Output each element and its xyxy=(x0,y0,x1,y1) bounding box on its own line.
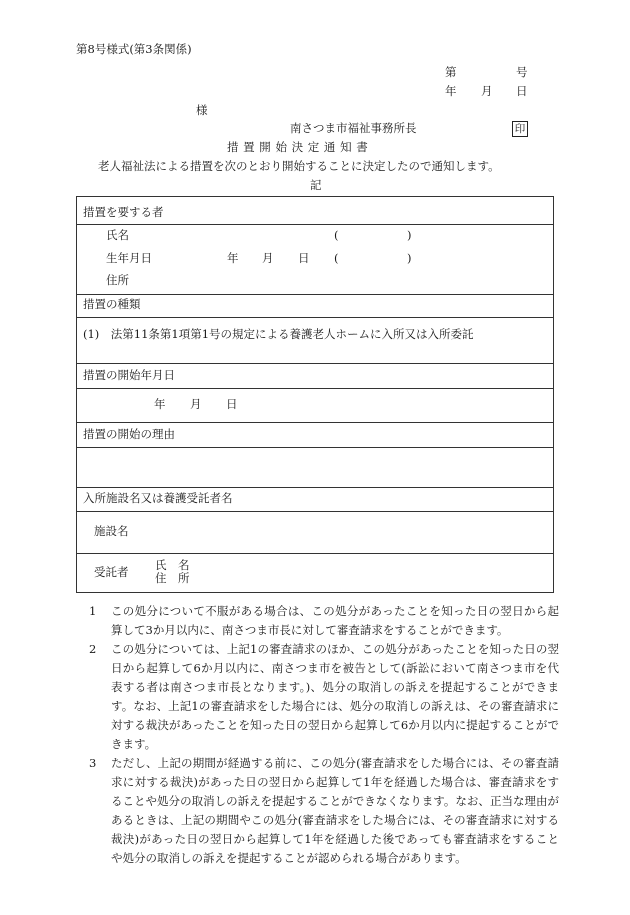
note-item xyxy=(89,640,559,754)
doc-no-suffix: 号 xyxy=(516,65,528,79)
address-label: 住所 xyxy=(106,273,129,287)
ki-marker: 記 xyxy=(310,178,322,192)
birth-year-label: 年 xyxy=(227,251,239,265)
name-paren-close: ) xyxy=(407,228,412,242)
divider xyxy=(77,422,553,423)
note-text: この処分については、上記1の審査請求のほか、この処分があったことを知った日の翌日から起算して6か月以内に、南さつま市を被告として(訴訟において南さつま市を代表する者は南さつま市長となります。)、処分の取消しの訴えを提起することができます。なお、上記1の審査請求をした場合には、処分の取消しの訴えは、その審査請求に対する裁決があったことを知った日の翌日から起算して6か月以内に提起することができます。 xyxy=(111,642,559,751)
start-month-label: 月 xyxy=(190,397,202,411)
note-item xyxy=(89,602,559,640)
date-month: 月 xyxy=(481,84,493,98)
birth-month-label: 月 xyxy=(262,251,274,265)
facility-name-label: 施設名 xyxy=(94,524,129,538)
date-day: 日 xyxy=(516,84,528,98)
appeal-notes xyxy=(89,602,559,868)
facility-section-label: 入所施設名又は養護受託者名 xyxy=(83,491,233,505)
seal-mark: 印 xyxy=(512,121,528,137)
type-detail-text: (1) 法第11条第1項第1号の規定による養護老人ホームに入所又は入所委託 xyxy=(83,327,474,341)
note-number: 1 xyxy=(89,604,97,618)
note-item xyxy=(89,754,559,868)
start-year-label: 年 xyxy=(154,397,166,411)
person-section-label: 措置を要する者 xyxy=(83,205,164,219)
document-title: 措 置 開 始 決 定 通 知 書 xyxy=(227,140,369,154)
divider xyxy=(77,294,553,295)
addressee-suffix: 様 xyxy=(196,103,208,117)
trustee-name-label: 氏 名 xyxy=(155,558,190,572)
trustee-label: 受託者 xyxy=(94,565,129,579)
divider xyxy=(77,363,553,364)
divider xyxy=(77,553,553,554)
start-day-label: 日 xyxy=(226,397,238,411)
name-paren-open: ( xyxy=(334,228,339,242)
type-section-label: 措置の種類 xyxy=(83,297,141,311)
start-date-section-label: 措置の開始年月日 xyxy=(83,368,175,382)
name-label: 氏名 xyxy=(106,228,129,242)
trustee-address-label: 住 所 xyxy=(155,571,190,585)
birth-day-label: 日 xyxy=(298,251,310,265)
divider xyxy=(77,224,553,225)
note-text: ただし、上記の期間が経過する前に、この処分(審査請求をした場合には、その審査請求に対する裁決)があった日の翌日から起算して1年を経過した場合は、審査請求をすることや処分の取消しの訴えを提起することができなくなります。なお、正当な理由があるときは、上記の期間やこの処分(審査請求をした場合には、その審査請求に対する裁決)があった日の翌日から起算して1年を経過した後であっても審査請求をすることや処分の取消しの訴えを提起することが認められる場合があります。 xyxy=(111,756,559,865)
divider xyxy=(77,388,553,389)
birth-paren-open: ( xyxy=(334,251,339,265)
doc-no-prefix: 第 xyxy=(445,65,457,79)
note-number: 2 xyxy=(89,642,97,656)
birth-paren-close: ) xyxy=(407,251,412,265)
birth-date-label: 生年月日 xyxy=(106,251,152,265)
start-reason-section-label: 措置の開始の理由 xyxy=(83,427,175,441)
date-year: 年 xyxy=(445,84,457,98)
issuer-name: 南さつま市福祉事務所長 xyxy=(290,121,417,135)
form-number: 第8号様式(第3条関係) xyxy=(76,42,192,56)
divider xyxy=(77,317,553,318)
notice-form-table xyxy=(76,196,554,593)
divider xyxy=(77,511,553,512)
note-number: 3 xyxy=(89,756,97,770)
divider xyxy=(77,487,553,488)
note-text: この処分について不服がある場合は、この処分があったことを知った日の翌日から起算して3か月以内に、南さつま市長に対して審査請求をすることができます。 xyxy=(111,604,559,637)
intro-text: 老人福祉法による措置を次のとおり開始することに決定したので通知します。 xyxy=(98,159,500,173)
divider xyxy=(77,447,553,448)
